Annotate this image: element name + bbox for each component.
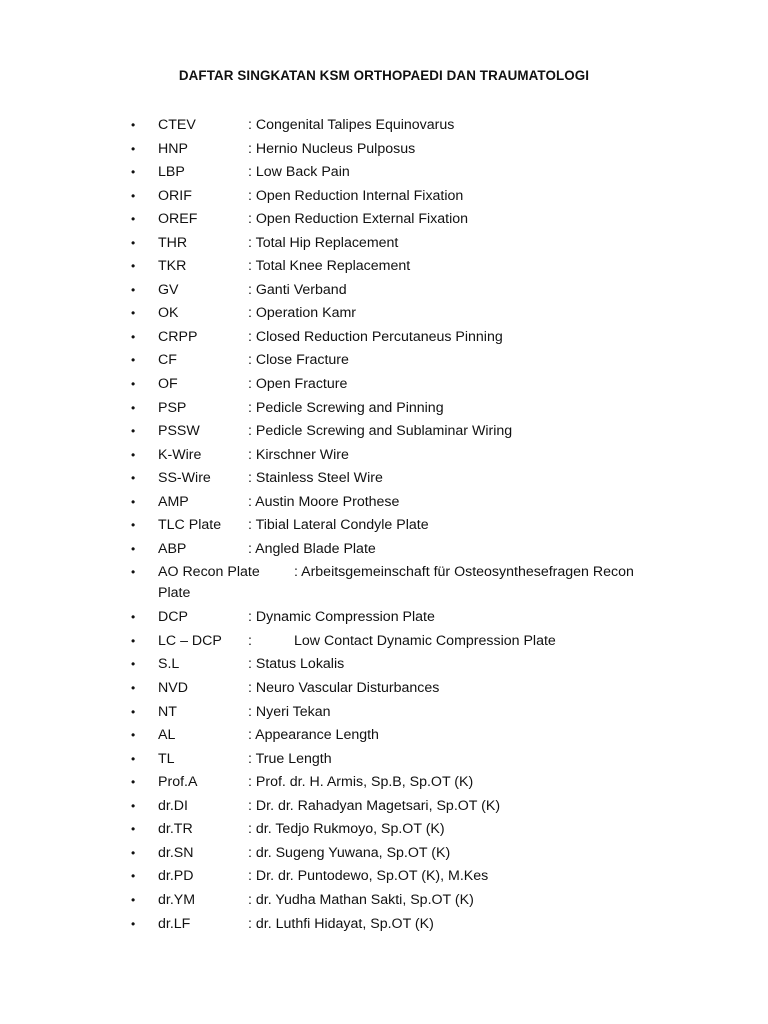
abbreviation: ABP — [158, 540, 187, 557]
definition: : Open Reduction Internal Fixation — [248, 187, 464, 204]
list-item — [0, 397, 768, 421]
bullet-icon: • — [131, 565, 136, 580]
abbreviation: ORIF — [158, 187, 192, 204]
bullet-icon: • — [131, 471, 136, 486]
abbreviation: OK — [158, 305, 179, 322]
definition: : Total Knee Replacement — [248, 258, 411, 275]
list-item — [0, 255, 768, 279]
bullet-icon: • — [131, 633, 136, 648]
bullet-icon: • — [131, 400, 136, 415]
definition: : dr. Yudha Mathan Sakti, Sp.OT (K) — [248, 891, 474, 908]
definition: : Ganti Verband — [248, 281, 347, 298]
bullet-icon: • — [131, 681, 136, 696]
bullet-icon: • — [131, 541, 136, 556]
abbreviation: SS-Wire — [158, 470, 211, 487]
abbreviation: dr.TR — [158, 821, 193, 838]
definition: : Arbeitsgemeinschaft für Osteosynthesefragen Recon — [294, 564, 634, 581]
list-item — [0, 514, 768, 538]
list-item — [0, 842, 768, 866]
definition: : Low Back Pain — [248, 164, 350, 181]
bullet-icon: • — [131, 892, 136, 907]
definition: : dr. Luthfi Hidayat, Sp.OT (K) — [248, 915, 434, 932]
definition: : Close Fracture — [248, 352, 349, 369]
bullet-icon: • — [131, 798, 136, 813]
bullet-icon: • — [131, 424, 136, 439]
definition: : Austin Moore Prothese — [248, 493, 400, 510]
abbreviation: AO Recon Plate — [158, 564, 260, 581]
bullet-icon: • — [131, 306, 136, 321]
list-item — [0, 467, 768, 491]
definition: : Nyeri Tekan — [248, 703, 331, 720]
definition: : Total Hip Replacement — [248, 234, 399, 251]
list-item — [0, 161, 768, 185]
definition: : Dr. dr. Puntodewo, Sp.OT (K), M.Kes — [248, 868, 489, 885]
definition: : Kirschner Wire — [248, 446, 349, 463]
list-item — [0, 653, 768, 677]
definition: : Angled Blade Plate — [248, 540, 376, 557]
definition: : dr. Sugeng Yuwana, Sp.OT (K) — [248, 844, 451, 861]
definition: : Dr. dr. Rahadyan Magetsari, Sp.OT (K) — [248, 797, 501, 814]
list-item — [0, 795, 768, 819]
bullet-icon: • — [131, 518, 136, 533]
list-item — [0, 606, 768, 630]
bullet-icon: • — [131, 751, 136, 766]
abbreviation: GV — [158, 281, 179, 298]
list-item — [0, 538, 768, 562]
abbreviation: LC – DCP — [158, 632, 222, 649]
bullet-icon: • — [131, 494, 136, 509]
abbreviation: NT — [158, 703, 177, 720]
abbreviation-list — [0, 114, 768, 936]
definition: : dr. Tedjo Rukmoyo, Sp.OT (K) — [248, 821, 445, 838]
abbreviation: Prof.A — [158, 774, 198, 791]
abbreviation: PSP — [158, 399, 187, 416]
bullet-icon: • — [131, 447, 136, 462]
list-item — [0, 279, 768, 303]
definition: : Open Reduction External Fixation — [248, 211, 469, 228]
bullet-icon: • — [131, 118, 136, 132]
definition: : Prof. dr. H. Armis, Sp.B, Sp.OT (K) — [248, 774, 474, 791]
list-item — [0, 561, 768, 606]
abbreviation: HNP — [158, 140, 188, 157]
list-item — [0, 326, 768, 350]
definition-continuation: Plate — [158, 585, 191, 602]
abbreviation: dr.SN — [158, 844, 194, 861]
abbreviation: dr.YM — [158, 891, 196, 908]
list-item — [0, 771, 768, 795]
abbreviation: LBP — [158, 164, 185, 181]
bullet-icon: • — [131, 845, 136, 860]
bullet-icon: • — [131, 869, 136, 884]
list-item — [0, 185, 768, 209]
list-item — [0, 420, 768, 444]
list-item — [0, 889, 768, 913]
definition-colon: : — [248, 632, 252, 649]
abbreviation: OF — [158, 376, 178, 393]
bullet-icon: • — [131, 704, 136, 719]
abbreviation: THR — [158, 234, 188, 251]
list-item — [0, 373, 768, 397]
definition: : Neuro Vascular Disturbances — [248, 680, 440, 697]
bullet-icon: • — [131, 165, 136, 180]
list-item — [0, 208, 768, 232]
definition: : Pedicle Screwing and Sublaminar Wiring — [248, 423, 513, 440]
bullet-icon: • — [131, 212, 136, 227]
definition: : Status Lokalis — [248, 656, 345, 673]
abbreviation: CTEV — [158, 117, 196, 133]
list-item — [0, 748, 768, 772]
definition: : Congenital Talipes Equinovarus — [248, 117, 455, 133]
abbreviation: AL — [158, 727, 176, 744]
bullet-icon: • — [131, 353, 136, 368]
list-item — [0, 302, 768, 326]
abbreviation: TL — [158, 750, 175, 767]
bullet-icon: • — [131, 282, 136, 297]
abbreviation: AMP — [158, 493, 189, 510]
definition: : Dynamic Compression Plate — [248, 609, 435, 626]
list-item — [0, 865, 768, 889]
bullet-icon: • — [131, 377, 136, 392]
bullet-icon: • — [131, 775, 136, 790]
list-item — [0, 444, 768, 468]
abbreviation: PSSW — [158, 423, 200, 440]
definition: : Tibial Lateral Condyle Plate — [248, 517, 429, 534]
definition: : Hernio Nucleus Pulposus — [248, 140, 416, 157]
abbreviation: TLC Plate — [158, 517, 222, 534]
list-item — [0, 913, 768, 937]
abbreviation: dr.LF — [158, 915, 191, 932]
list-item — [0, 701, 768, 725]
definition: : Pedicle Screwing and Pinning — [248, 399, 444, 416]
bullet-icon: • — [131, 916, 136, 931]
abbreviation: dr.PD — [158, 868, 194, 885]
bullet-icon: • — [131, 728, 136, 743]
abbreviation: dr.DI — [158, 797, 188, 814]
list-item — [0, 724, 768, 748]
bullet-icon: • — [131, 141, 136, 156]
definition: Low Contact Dynamic Compression Plate — [294, 632, 556, 649]
definition: : Closed Reduction Percutaneus Pinning — [248, 328, 503, 345]
definition: : Appearance Length — [248, 727, 379, 744]
abbreviation: S.L — [158, 656, 180, 673]
page-title: DAFTAR SINGKATAN KSM ORTHOPAEDI DAN TRAUMATOLOGI — [178, 68, 590, 83]
list-item — [0, 677, 768, 701]
bullet-icon: • — [131, 188, 136, 203]
bullet-icon: • — [131, 822, 136, 837]
abbreviation: K-Wire — [158, 446, 202, 463]
definition: : True Length — [248, 750, 332, 767]
list-item — [0, 630, 768, 654]
bullet-icon: • — [131, 657, 136, 672]
list-item — [0, 818, 768, 842]
abbreviation: TKR — [158, 258, 187, 275]
bullet-icon: • — [131, 235, 136, 250]
definition: : Stainless Steel Wire — [248, 470, 383, 487]
abbreviation: CRPP — [158, 328, 198, 345]
list-item — [0, 138, 768, 162]
abbreviation: OREF — [158, 211, 198, 228]
abbreviation: NVD — [158, 680, 188, 697]
abbreviation: DCP — [158, 609, 188, 626]
list-item — [0, 232, 768, 256]
abbreviation: CF — [158, 352, 177, 369]
definition: : Open Fracture — [248, 376, 348, 393]
bullet-icon: • — [131, 329, 136, 344]
bullet-icon: • — [131, 259, 136, 274]
list-item — [0, 349, 768, 373]
list-item — [0, 491, 768, 515]
definition: : Operation Kamr — [248, 305, 357, 322]
bullet-icon: • — [131, 610, 136, 625]
list-item — [0, 114, 768, 138]
